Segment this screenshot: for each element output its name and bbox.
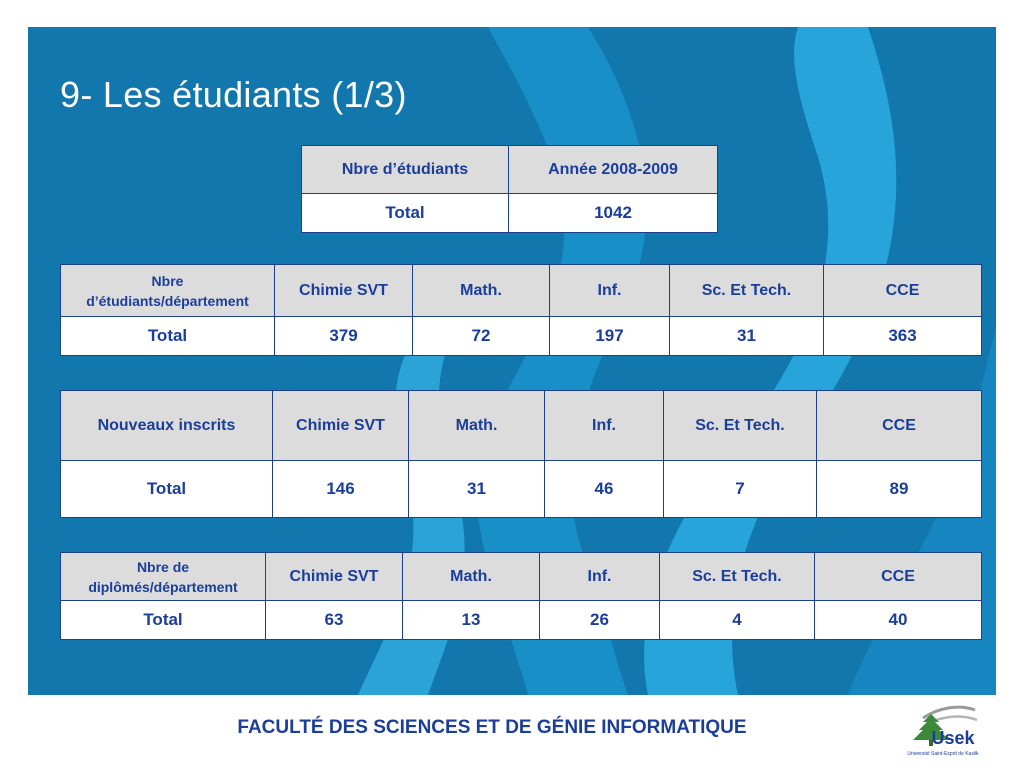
header-annee: Année 2008-2009 (509, 146, 718, 194)
header-line2: d’étudiants/département (86, 292, 249, 309)
header-line1: Nbre (151, 272, 184, 289)
cell-cce: 363 (824, 317, 982, 356)
header-inf: Inf. (545, 391, 664, 461)
header-sc-tech: Sc. Et Tech. (670, 265, 824, 317)
cell-total-value: 1042 (509, 194, 718, 233)
cell-cce: 89 (817, 461, 982, 518)
header-sc-tech: Sc. Et Tech. (660, 553, 815, 601)
cell-total-label: Total (302, 194, 509, 233)
header-math: Math. (409, 391, 545, 461)
header-line2: diplômés/département (88, 578, 238, 595)
cell-math: 13 (403, 601, 540, 640)
cell-total-label: Total (61, 601, 266, 640)
cedar-icon (893, 700, 993, 762)
header-cce: CCE (824, 265, 982, 317)
header-nouveaux-inscrits: Nouveaux inscrits (61, 391, 273, 461)
cell-math: 31 (409, 461, 545, 518)
cell-chimie: 63 (266, 601, 403, 640)
total-students-table (301, 145, 718, 233)
header-chimie: Chimie SVT (275, 265, 413, 317)
header-cce: CCE (817, 391, 982, 461)
slide-title: 9- Les étudiants (1/3) (60, 74, 407, 115)
header-nbre-departement (61, 265, 275, 317)
cell-sc-tech: 7 (664, 461, 817, 518)
logo-wordmark: Usek (931, 728, 975, 748)
header-inf: Inf. (550, 265, 670, 317)
header-nbre-diplomes (61, 553, 266, 601)
cell-cce: 40 (815, 601, 982, 640)
cell-total-label: Total (61, 461, 273, 518)
faculty-footer: FACULTÉ DES SCIENCES ET DE GÉNIE INFORMATIQUE (237, 717, 747, 738)
header-inf: Inf. (540, 553, 660, 601)
new-enrolled-table (60, 390, 982, 518)
cell-math: 72 (413, 317, 550, 356)
logo-subtitle: Université Saint-Esprit de Kaslik (907, 751, 979, 757)
usek-logo (893, 700, 993, 762)
header-nbre-etudiants: Nbre d’étudiants (302, 146, 509, 194)
graduates-table (60, 552, 982, 640)
cell-inf: 197 (550, 317, 670, 356)
cell-sc-tech: 4 (660, 601, 815, 640)
header-chimie: Chimie SVT (266, 553, 403, 601)
cell-sc-tech: 31 (670, 317, 824, 356)
header-math: Math. (413, 265, 550, 317)
header-sc-tech: Sc. Et Tech. (664, 391, 817, 461)
cell-total-label: Total (61, 317, 275, 356)
cell-inf: 26 (540, 601, 660, 640)
header-chimie: Chimie SVT (273, 391, 409, 461)
header-math: Math. (403, 553, 540, 601)
header-cce: CCE (815, 553, 982, 601)
cell-inf: 46 (545, 461, 664, 518)
cell-chimie: 146 (273, 461, 409, 518)
per-department-table (60, 264, 982, 356)
cell-chimie: 379 (275, 317, 413, 356)
header-line1: Nbre de (136, 558, 190, 575)
